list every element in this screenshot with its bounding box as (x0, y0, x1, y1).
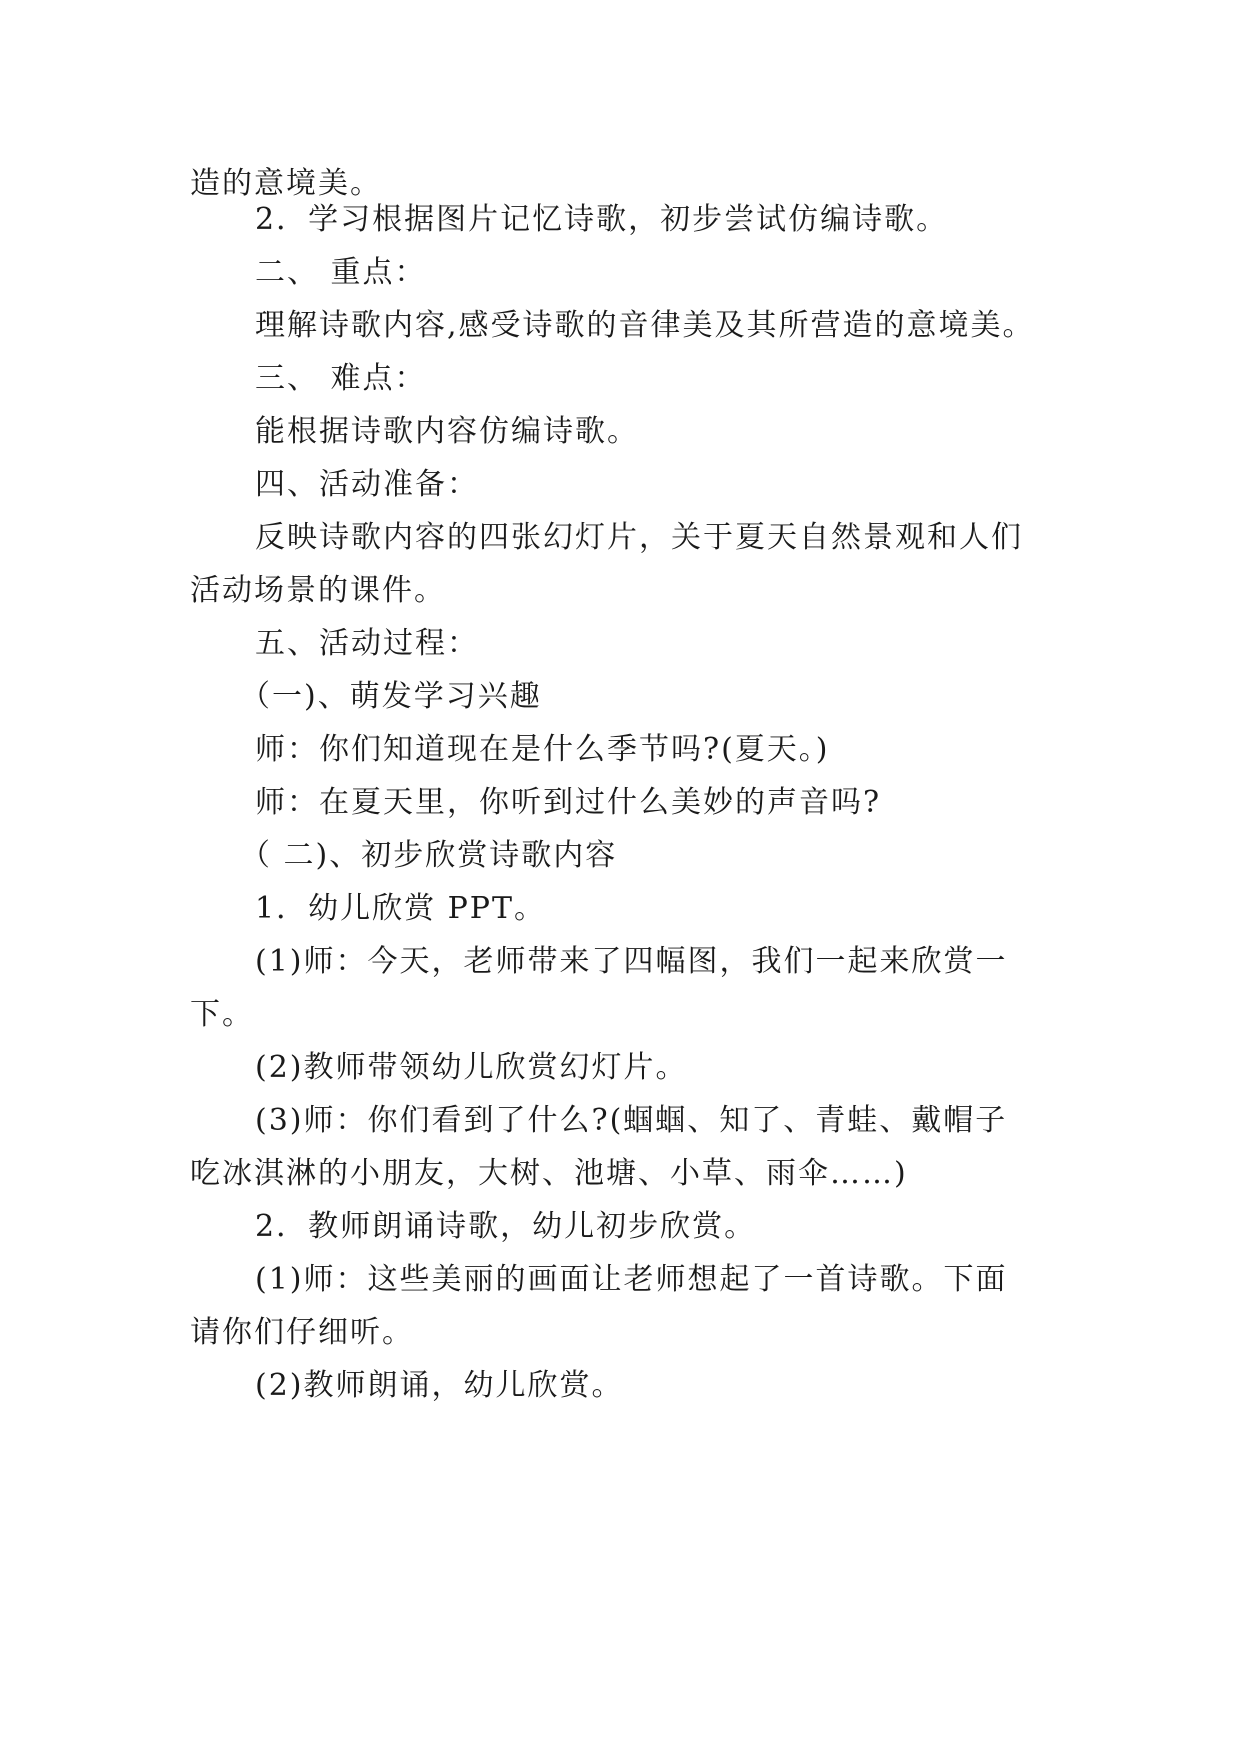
section-heading: 五、活动过程： (255, 626, 479, 661)
text-line: 能根据诗歌内容仿编诗歌。 (255, 414, 639, 449)
section-heading: 四、活动准备： (255, 467, 479, 502)
text-line: 吃冰淇淋的小朋友，大树、池塘、小草、雨伞……) (190, 1156, 908, 1191)
text-line: 2．教师朗诵诗歌，幼儿初步欣赏。 (255, 1209, 757, 1244)
text-line: 师：在夏天里，你听到过什么美妙的声音吗? (255, 785, 882, 820)
text-line: 活动场景的课件。 (190, 573, 446, 608)
text-line: 造的意境美。 (190, 166, 382, 201)
text-line: 1．幼儿欣赏 PPT。 (255, 891, 547, 926)
text-line: 理解诗歌内容,感受诗歌的音律美及其所营造的意境美。 (255, 308, 1035, 343)
subsection-heading: （ 二)、初步欣赏诗歌内容 (240, 838, 618, 873)
text-line: 2．学习根据图片记忆诗歌，初步尝试仿编诗歌。 (255, 202, 949, 237)
text-line: (1)师：这些美丽的画面让老师想起了一首诗歌。下面 (255, 1262, 1008, 1297)
text-line: (2)教师带领幼儿欣赏幻灯片。 (255, 1050, 688, 1085)
text-line: (2)教师朗诵，幼儿欣赏。 (255, 1368, 624, 1403)
text-line: 下。 (190, 997, 254, 1032)
section-heading: 三、 难点： (255, 361, 427, 396)
text-line: 师：你们知道现在是什么季节吗?(夏天。) (255, 732, 830, 767)
section-heading: 二、 重点： (255, 255, 427, 290)
subsection-heading: （一)、萌发学习兴趣 (240, 679, 542, 714)
text-line: (3)师：你们看到了什么?(蝈蝈、知了、青蛙、戴帽子 (255, 1103, 1008, 1138)
text-line: (1)师：今天，老师带来了四幅图，我们一起来欣赏一 (255, 944, 1008, 979)
text-line: 反映诗歌内容的四张幻灯片，关于夏天自然景观和人们 (255, 520, 1023, 555)
text-line: 请你们仔细听。 (190, 1315, 414, 1350)
